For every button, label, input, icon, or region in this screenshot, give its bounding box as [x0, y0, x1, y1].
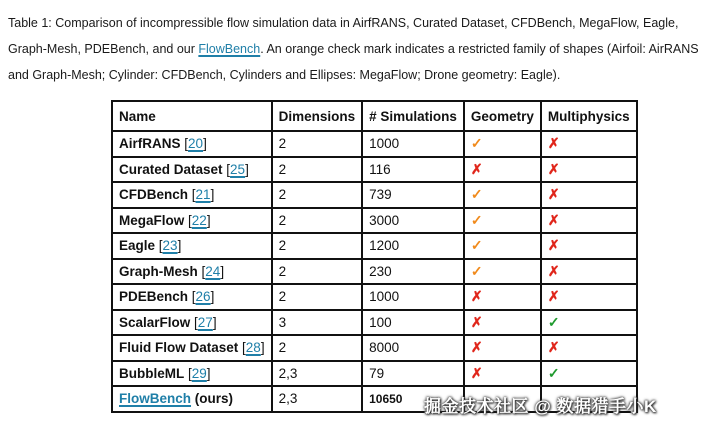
orange-check-icon: ✓ — [470, 237, 483, 254]
geometry-cell — [464, 157, 541, 183]
caption-text-before: Table 1: Comparison of incompressible flow simulation data in AirfRANS, Curated Dataset, CFDBench, MegaFlow, Eagle, Graph-Mesh, PDEBench, and our — [8, 16, 679, 56]
citation-link[interactable]: 22 — [191, 212, 207, 228]
dimensions-cell: 2 — [272, 335, 363, 361]
simulations-cell: 739 — [362, 182, 464, 208]
ref-bracket-close: ] — [210, 289, 215, 305]
simulations-cell: 8000 — [362, 335, 464, 361]
ref-bracket-close: ] — [206, 365, 211, 381]
multiphysics-cell — [541, 310, 637, 336]
multiphysics-cell — [541, 157, 637, 183]
citation-link[interactable]: 24 — [205, 263, 221, 279]
table-row — [112, 361, 637, 387]
geometry-cell — [464, 361, 541, 387]
table-row — [112, 335, 637, 361]
geometry-cell — [464, 310, 541, 336]
name-cell — [112, 157, 272, 183]
orange-check-icon: ✓ — [470, 135, 483, 152]
red-cross-icon: ✗ — [547, 211, 560, 228]
table-row — [112, 233, 637, 259]
red-cross-icon: ✗ — [470, 160, 483, 177]
ref-bracket-open: [ — [238, 340, 246, 356]
dimensions-cell: 2 — [272, 157, 363, 183]
name-cell — [112, 208, 272, 234]
dimensions-cell: 2 — [272, 233, 363, 259]
flowbench-table-link[interactable]: FlowBench — [119, 391, 192, 407]
citation-link[interactable]: 23 — [162, 238, 178, 254]
dataset-name: Eagle — [119, 238, 156, 254]
red-cross-icon: ✗ — [547, 288, 560, 305]
table-row — [112, 131, 637, 157]
dataset-name: ScalarFlow — [119, 314, 191, 330]
geometry-cell — [464, 182, 541, 208]
table-caption — [8, 10, 712, 88]
ref-bracket-open: [ — [188, 187, 196, 203]
simulations-cell: 3000 — [362, 208, 464, 234]
red-cross-icon: ✗ — [547, 237, 560, 254]
red-cross-icon: ✗ — [470, 288, 483, 305]
table-row — [112, 259, 637, 285]
ref-bracket-open: [ — [184, 365, 192, 381]
red-cross-icon: ✗ — [547, 135, 560, 152]
red-cross-icon: ✗ — [547, 262, 560, 279]
dimensions-cell: 2 — [272, 259, 363, 285]
dataset-name: MegaFlow — [119, 212, 185, 228]
citation-link[interactable]: 28 — [245, 340, 261, 356]
simulations-cell: 1200 — [362, 233, 464, 259]
dataset-name: BubbleML — [119, 365, 185, 381]
name-cell — [112, 182, 272, 208]
ref-bracket-open: [ — [222, 161, 231, 177]
name-cell — [112, 131, 272, 157]
green-check-icon: ✓ — [547, 313, 560, 330]
ours-dims-cell: 2,3 — [272, 386, 363, 412]
geometry-cell — [464, 208, 541, 234]
geometry-cell — [464, 259, 541, 285]
orange-check-icon: ✓ — [470, 211, 483, 228]
table-row — [112, 310, 637, 336]
citation-link[interactable]: 25 — [230, 161, 246, 177]
geometry-cell — [464, 335, 541, 361]
name-cell — [112, 310, 272, 336]
red-cross-icon: ✗ — [547, 339, 560, 356]
watermark-text: 掘金技术社区 @ 数据猎手小K — [424, 397, 657, 416]
dimensions-cell: 2 — [272, 182, 363, 208]
ref-bracket-open: [ — [188, 289, 196, 305]
name-cell — [112, 284, 272, 310]
name-cell — [112, 259, 272, 285]
ref-bracket-open: [ — [184, 212, 192, 228]
multiphysics-cell — [541, 182, 637, 208]
dataset-name: Fluid Flow Dataset — [119, 340, 239, 356]
geometry-cell — [464, 131, 541, 157]
ours-sims-cell: 10650 — [362, 386, 464, 412]
dimensions-cell: 2 — [272, 284, 363, 310]
ref-bracket-close: ] — [210, 187, 215, 203]
multiphysics-cell — [541, 131, 637, 157]
orange-check-icon: ✓ — [470, 186, 483, 203]
ref-bracket-close: ] — [203, 136, 207, 152]
header-multiphysics: Multiphysics — [541, 101, 637, 131]
ref-bracket-close: ] — [177, 238, 182, 254]
table-row — [112, 284, 637, 310]
dimensions-cell: 2,3 — [272, 361, 363, 387]
multiphysics-cell — [541, 284, 637, 310]
citation-link[interactable]: 26 — [195, 289, 211, 305]
table-body — [112, 131, 637, 386]
dimensions-cell: 2 — [272, 131, 363, 157]
ref-bracket-open: [ — [190, 314, 198, 330]
dimensions-cell: 3 — [272, 310, 363, 336]
red-cross-icon: ✗ — [470, 313, 483, 330]
ref-bracket-open: [ — [155, 238, 163, 254]
geometry-cell — [464, 233, 541, 259]
flowbench-caption-link[interactable]: FlowBench — [198, 42, 261, 56]
comparison-table — [111, 100, 638, 413]
dataset-name: PDEBench — [119, 289, 189, 305]
dataset-name: AirfRANS — [119, 136, 181, 152]
table-row — [112, 208, 637, 234]
table-row — [112, 157, 637, 183]
ref-bracket-open: [ — [197, 263, 206, 279]
ref-bracket-close: ] — [245, 161, 249, 177]
ref-bracket-close: ] — [206, 212, 211, 228]
simulations-cell: 1000 — [362, 131, 464, 157]
header-simulations: # Simulations — [362, 101, 464, 131]
red-cross-icon: ✗ — [547, 160, 560, 177]
multiphysics-cell — [541, 233, 637, 259]
simulations-cell: 230 — [362, 259, 464, 285]
ref-bracket-close: ] — [212, 314, 217, 330]
citation-link[interactable]: 29 — [191, 365, 207, 381]
orange-check-icon: ✓ — [470, 262, 483, 279]
red-cross-icon: ✗ — [470, 364, 483, 381]
ref-bracket-close: ] — [260, 340, 265, 356]
table-row — [112, 182, 637, 208]
simulations-cell: 1000 — [362, 284, 464, 310]
ours-suffix: (ours) — [191, 391, 234, 407]
green-check-icon: ✓ — [547, 364, 560, 381]
header-dimensions: Dimensions — [272, 101, 363, 131]
dataset-name: Graph-Mesh — [119, 263, 198, 279]
citation-link[interactable]: 27 — [197, 314, 213, 330]
name-cell — [112, 335, 272, 361]
red-cross-icon: ✗ — [470, 339, 483, 356]
multiphysics-cell — [541, 335, 637, 361]
simulations-cell: 100 — [362, 310, 464, 336]
dimensions-cell: 2 — [272, 208, 363, 234]
citation-link[interactable]: 20 — [188, 136, 204, 152]
multiphysics-cell — [541, 208, 637, 234]
header-name: Name — [112, 101, 272, 131]
table-header-row — [112, 101, 637, 131]
dataset-name: Curated Dataset — [119, 161, 223, 177]
simulations-cell: 116 — [362, 157, 464, 183]
multiphysics-cell — [541, 361, 637, 387]
caption-text-after: . An orange check mark indicates a restricted family of shapes (Airfoil: AirRANS and Graph-Mesh; Cylinder: CFDBench, Cylinders and Ellipses: MegaFlow; Drone geometry: Eagle). — [8, 42, 699, 82]
dataset-name: CFDBench — [119, 187, 189, 203]
ours-name-cell — [112, 386, 272, 412]
name-cell — [112, 361, 272, 387]
name-cell — [112, 233, 272, 259]
geometry-cell — [464, 284, 541, 310]
simulations-cell: 79 — [362, 361, 464, 387]
multiphysics-cell — [541, 259, 637, 285]
ref-bracket-open: [ — [180, 136, 189, 152]
red-cross-icon: ✗ — [547, 186, 560, 203]
citation-link[interactable]: 21 — [195, 187, 211, 203]
header-geometry: Geometry — [464, 101, 541, 131]
ref-bracket-close: ] — [220, 263, 225, 279]
